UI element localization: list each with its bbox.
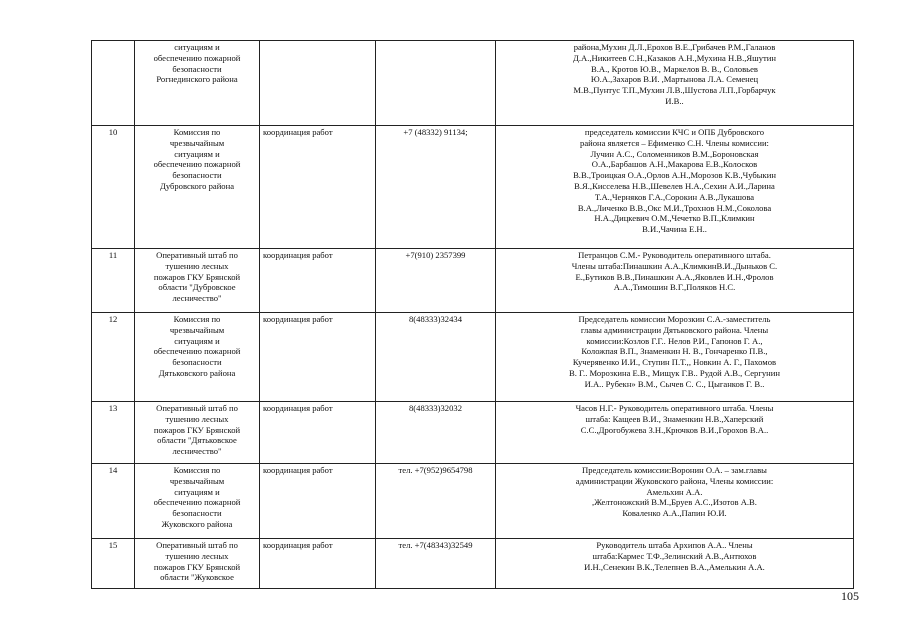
table-row [92,402,854,464]
page-number: 105 [841,589,859,603]
phone-cell: +7(910) 2357399 [376,249,496,313]
phone-cell: +7 (48332) 91134; [376,126,496,249]
table-row [92,249,854,313]
members-cell: Петранцов С.М.- Руководитель оперативного штаба. Члены штаба:Пинашкин А.А.,КлимкинВ.И.,Дыньков С. Е.,Бутиков В.В.,Пинашкин А.А.,Яковлев И.Н.,Фролов А.А.,Тимошин В.Г.,Поляков Н.С. [496,249,854,313]
organization-name-cell: ситуациям и обеспечению пожарной безопасности Рогнединского района [135,41,260,126]
members-cell: Часов Н.Г.- Руководитель оперативного штаба. Члены штаба: Кащеев В.И., Знаменкин Н.В.,Хаперский С.С.,Дрогобужева З.Н.,Крючков В.И.,Горохов В.А.. [496,402,854,464]
phone-cell: 8(48333)32032 [376,402,496,464]
organization-name-cell: Комиссия по чрезвычайным ситуациям и обеспечению пожарной безопасности Дятьковского района [135,313,260,402]
row-number-cell: 13 [92,402,135,464]
table-row [92,539,854,589]
members-cell: района,Мухин Д.Л.,Ерохов В.Е.,Грибачев Р.М.,Галанов Д.А.,Никитеев С.Н.,Казаков А.Н.,Мухина Н.В.,Яшутин В.А., Кротов Ю.В., Маркелов В. В., Соловьев Ю.А.,Захаров В.И. ,Мартынова Л.А. Семенец М.В.,Пунтус Т.П.,Мухин Л.В.,Шустова Л.П.,Горбарчук И.В.. [496,41,854,126]
table-row [92,313,854,402]
function-cell: координация работ [260,402,376,464]
members-cell: председатель комиссии КЧС и ОПБ Дубровского района является – Ефименко С.Н. Члены комиссии: Лучин А.С., Соломенников В.М.,Бороновская О.А.,Барбашов А.Н.,Макарова Е.В.,Колосков В.В.,Троицкая О.А.,Орлов А.Н.,Морозов К.В.,Чубыкин В.Я.,Кисселева Н.В.,Шевелев Н.А.,Сехин А.И.,Ларина Т.А.,Черняков Г.А.,Сорокин А.В.,Лукашова В.А.,Личенко В.В.,Окс М.И.,Трохнов Н.М.,Соколова Н.А.,Дицкевич О.М.,Чечетко В.П.,Климкин В.И.,Чачина Е.Н.. [496,126,854,249]
function-cell: координация работ [260,464,376,539]
organization-name-cell: Комиссия по чрезвычайным ситуациям и обеспечению пожарной безопасности Дубровского района [135,126,260,249]
phone-cell: тел. +7(48343)32549 [376,539,496,589]
function-cell: координация работ [260,539,376,589]
members-cell: Председатель комиссии Морозкин С.А.-заместитель главы администрации Дятьковского района. Члены комиссии:Козлов Г.Г.. Нелов Р.И., Гапонов Г. А., Коложпая В.П., Знаменкин Н. В., Гончаренко П.В., Кучерявенко И.И., Ступин П.Т.,, Новкин А. Г., Пахомов В. Г.. Морозкина Е.В., Мищук Г.В.. Рудой А.В., Сергунин И.А.. Рубекн» В.М., Сычев С. С., Цыганков Г. В.. [496,313,854,402]
organization-name-cell: Оперативный штаб по тушению лесных пожаров ГКУ Брянской области "Дятьковское лесничество" [135,402,260,464]
members-cell: Руководитель штаба Архипов А.А.. Члены штаба:Кармес Т.Ф.,Зелинский А.В.,Антюхов И.Н.,Сенекин В.К.,Телепнев В.А.,Амелькин А.А. [496,539,854,589]
function-cell [260,41,376,126]
row-number-cell: 11 [92,249,135,313]
row-number-cell: 12 [92,313,135,402]
row-number-cell: 10 [92,126,135,249]
function-cell: координация работ [260,249,376,313]
organization-name-cell: Оперативный штаб по тушению лесных пожаров ГКУ Брянской области "Дубровское лесничество" [135,249,260,313]
table-row [92,464,854,539]
function-cell: координация работ [260,126,376,249]
organization-name-cell: Оперативный штаб по тушению лесных пожаров ГКУ Брянской области "Жуковское [135,539,260,589]
phone-cell: тел. +7(952)9654798 [376,464,496,539]
table-row [92,41,854,126]
row-number-cell: 14 [92,464,135,539]
phone-cell [376,41,496,126]
row-number-cell [92,41,135,126]
organization-name-cell: Комиссия по чрезвычайным ситуациям и обеспечению пожарной безопасности Жуковского района [135,464,260,539]
row-number-cell: 15 [92,539,135,589]
phone-cell: 8(48333)32434 [376,313,496,402]
function-cell: координация работ [260,313,376,402]
emergency-commissions-table [91,40,854,589]
members-cell: Председатель комиссии:Воронин О.А. – зам.главы администрации Жуковского района, Члены комиссии: Амельхин А.А. ,Желтоножский В.М.,Бруев А.С.,Изотов А.В. Коваленко А.А.,Папин Ю.И. [496,464,854,539]
table-row [92,126,854,249]
